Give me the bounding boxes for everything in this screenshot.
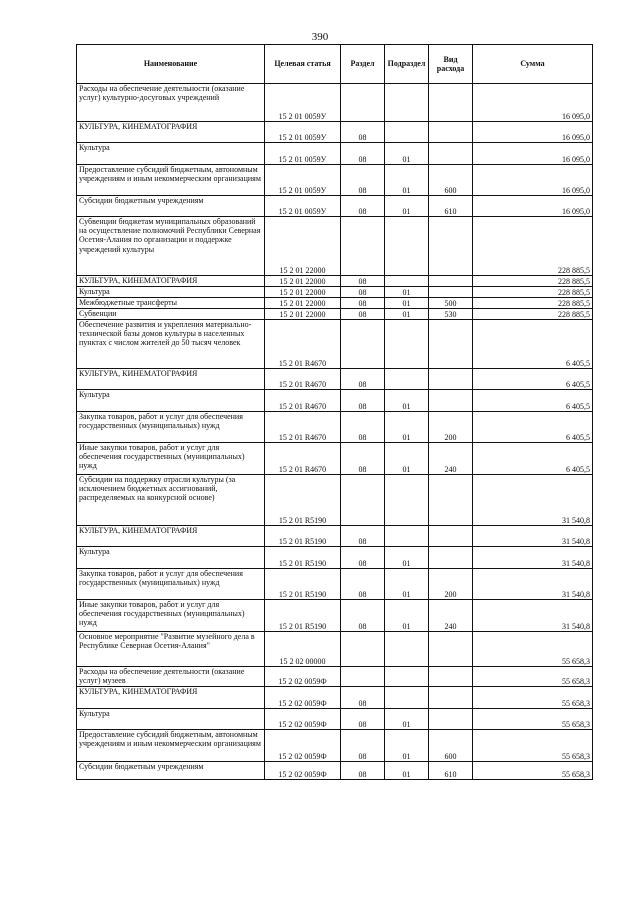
cell-sum: 6 405,5 [473,412,593,443]
table-row [77,443,593,475]
header-name: Наименование [77,45,265,84]
table-row [77,287,593,298]
cell-expense-type [429,287,473,298]
cell-section: 08 [341,143,385,165]
table-row [77,217,593,276]
cell-sum: 55 658,3 [473,730,593,762]
cell-target-article: 15 2 01 0059У [265,196,341,217]
cell-target-article: 15 2 01 R5190 [265,600,341,632]
cell-target-article: 15 2 02 0059Ф [265,667,341,687]
cell-name: КУЛЬТУРА, КИНЕМАТОГРАФИЯ [77,369,265,390]
cell-target-article: 15 2 01 R5190 [265,526,341,547]
cell-name: КУЛЬТУРА, КИНЕМАТОГРАФИЯ [77,526,265,547]
cell-name: Культура [77,547,265,569]
cell-section: 08 [341,298,385,309]
cell-subsection [385,217,429,276]
cell-sum: 31 540,8 [473,569,593,600]
cell-sum: 16 095,0 [473,143,593,165]
table-row [77,122,593,143]
cell-subsection [385,667,429,687]
cell-sum: 6 405,5 [473,390,593,412]
cell-expense-type [429,687,473,709]
cell-subsection: 01 [385,547,429,569]
table-row [77,143,593,165]
table-row [77,475,593,526]
cell-subsection [385,84,429,122]
table-row [77,84,593,122]
cell-name: Субсидии на поддержку отрасли культуры (за исключением бюджетных ассигнований, распределяемых на конкурсной основе) [77,475,265,526]
header-expense-type: Вид расхода [429,45,473,84]
table-row [77,320,593,369]
cell-subsection: 01 [385,443,429,475]
cell-expense-type [429,122,473,143]
cell-expense-type [429,217,473,276]
cell-section: 08 [341,526,385,547]
cell-expense-type [429,526,473,547]
cell-name: Культура [77,390,265,412]
cell-section [341,217,385,276]
table-row [77,526,593,547]
table-row [77,196,593,217]
cell-name: Закупка товаров, работ и услуг для обеспечения государственных (муниципальных) нужд [77,412,265,443]
cell-sum: 31 540,8 [473,547,593,569]
cell-section [341,632,385,667]
cell-sum: 16 095,0 [473,196,593,217]
cell-name: Иные закупки товаров, работ и услуг для обеспечения государственных (муниципальных) нужд [77,600,265,632]
cell-target-article: 15 2 02 0059Ф [265,762,341,780]
cell-sum: 31 540,8 [473,600,593,632]
cell-sum: 31 540,8 [473,475,593,526]
cell-name: Иные закупки товаров, работ и услуг для обеспечения государственных (муниципальных) нужд [77,443,265,475]
cell-expense-type [429,276,473,287]
page-number: 390 [311,31,329,43]
cell-sum: 55 658,3 [473,632,593,667]
cell-expense-type: 500 [429,298,473,309]
budget-table [76,44,593,780]
cell-subsection: 01 [385,298,429,309]
cell-target-article: 15 2 01 22000 [265,309,341,320]
cell-target-article: 15 2 02 0059Ф [265,730,341,762]
cell-expense-type [429,475,473,526]
cell-sum: 55 658,3 [473,667,593,687]
header-subsection: Подраздел [385,45,429,84]
cell-sum: 16 095,0 [473,84,593,122]
cell-expense-type [429,320,473,369]
cell-subsection: 01 [385,569,429,600]
cell-expense-type [429,632,473,667]
header-section: Раздел [341,45,385,84]
cell-target-article: 15 2 02 00000 [265,632,341,667]
cell-target-article: 15 2 02 0059Ф [265,687,341,709]
table-row [77,569,593,600]
table-header-row [77,45,593,84]
cell-expense-type: 610 [429,196,473,217]
cell-sum: 228 885,5 [473,298,593,309]
cell-section [341,84,385,122]
table-row [77,369,593,390]
cell-sum: 228 885,5 [473,309,593,320]
cell-section [341,667,385,687]
cell-expense-type [429,709,473,730]
table-row [77,309,593,320]
cell-sum: 16 095,0 [473,122,593,143]
cell-expense-type: 200 [429,569,473,600]
cell-subsection: 01 [385,600,429,632]
table-row [77,730,593,762]
cell-expense-type [429,369,473,390]
cell-target-article: 15 2 01 22000 [265,217,341,276]
cell-sum: 6 405,5 [473,369,593,390]
cell-subsection: 01 [385,287,429,298]
cell-target-article: 15 2 01 0059У [265,122,341,143]
cell-sum: 228 885,5 [473,287,593,298]
cell-section: 08 [341,730,385,762]
cell-target-article: 15 2 01 R4670 [265,390,341,412]
cell-expense-type [429,390,473,412]
cell-target-article: 15 2 01 R4670 [265,320,341,369]
cell-section: 08 [341,369,385,390]
cell-subsection [385,320,429,369]
cell-name: Предоставление субсидий бюджетным, автономным учреждениям и иным некоммерческим организациям [77,730,265,762]
cell-section [341,475,385,526]
cell-name: Культура [77,287,265,298]
cell-section: 08 [341,196,385,217]
table-row [77,547,593,569]
cell-expense-type [429,547,473,569]
cell-name: Расходы на обеспечение деятельности (оказание услуг) музеев [77,667,265,687]
cell-subsection [385,526,429,547]
cell-expense-type: 240 [429,443,473,475]
cell-section: 08 [341,276,385,287]
table-row [77,762,593,780]
cell-target-article: 15 2 01 0059У [265,84,341,122]
cell-section: 08 [341,687,385,709]
cell-sum: 228 885,5 [473,217,593,276]
table-row [77,276,593,287]
cell-target-article: 15 2 01 22000 [265,287,341,298]
cell-target-article: 15 2 01 22000 [265,276,341,287]
cell-section: 08 [341,122,385,143]
cell-name: Закупка товаров, работ и услуг для обеспечения государственных (муниципальных) нужд [77,569,265,600]
table-row [77,632,593,667]
cell-subsection [385,687,429,709]
cell-sum: 55 658,3 [473,709,593,730]
cell-subsection [385,369,429,390]
table-row [77,709,593,730]
table-row [77,687,593,709]
cell-subsection [385,122,429,143]
cell-name: Субвенции бюджетам муниципальных образований на осуществление полномочий Республики Северная Осетия-Алания по организации и поддержке учреждений культуры [77,217,265,276]
cell-name: Субсидии бюджетным учреждениям [77,196,265,217]
cell-subsection: 01 [385,390,429,412]
cell-expense-type [429,143,473,165]
cell-subsection: 01 [385,762,429,780]
cell-section: 08 [341,762,385,780]
cell-sum: 16 095,0 [473,165,593,196]
cell-section: 08 [341,412,385,443]
cell-subsection: 01 [385,309,429,320]
cell-target-article: 15 2 01 R4670 [265,443,341,475]
cell-subsection [385,276,429,287]
table-row [77,667,593,687]
cell-target-article: 15 2 01 0059У [265,165,341,196]
cell-sum: 6 405,5 [473,443,593,475]
cell-section: 08 [341,390,385,412]
cell-subsection: 01 [385,412,429,443]
cell-name: Культура [77,143,265,165]
cell-section: 08 [341,709,385,730]
cell-target-article: 15 2 01 R4670 [265,412,341,443]
cell-expense-type [429,667,473,687]
cell-target-article: 15 2 01 R5190 [265,475,341,526]
cell-target-article: 15 2 01 R4670 [265,369,341,390]
cell-name: Межбюджетные трансферты [77,298,265,309]
table-row [77,298,593,309]
cell-section: 08 [341,569,385,600]
cell-sum: 31 540,8 [473,526,593,547]
cell-subsection [385,475,429,526]
cell-subsection: 01 [385,165,429,196]
cell-expense-type: 610 [429,762,473,780]
table-body [77,84,593,780]
table-row [77,390,593,412]
cell-expense-type [429,84,473,122]
cell-subsection [385,632,429,667]
cell-name: КУЛЬТУРА, КИНЕМАТОГРАФИЯ [77,122,265,143]
cell-target-article: 15 2 01 0059У [265,143,341,165]
cell-subsection: 01 [385,143,429,165]
header-sum: Сумма [473,45,593,84]
cell-name: Субсидии бюджетным учреждениям [77,762,265,780]
cell-name: КУЛЬТУРА, КИНЕМАТОГРАФИЯ [77,276,265,287]
table-row [77,600,593,632]
cell-section: 08 [341,443,385,475]
cell-name: Субвенции [77,309,265,320]
cell-sum: 55 658,3 [473,687,593,709]
cell-name: Расходы на обеспечение деятельности (оказание услуг) культурно-досуговых учреждений [77,84,265,122]
cell-expense-type: 530 [429,309,473,320]
cell-target-article: 15 2 01 R5190 [265,569,341,600]
cell-name: Предоставление субсидий бюджетным, автономным учреждениям и иным некоммерческим организациям [77,165,265,196]
table-row [77,412,593,443]
header-target-article: Целевая статья [265,45,341,84]
cell-sum: 6 405,5 [473,320,593,369]
cell-section: 08 [341,287,385,298]
cell-expense-type: 600 [429,165,473,196]
cell-name: Основное мероприятие "Развитие музейного дела в Республике Северная Осетия-Алания" [77,632,265,667]
cell-expense-type: 200 [429,412,473,443]
cell-name: Культура [77,709,265,730]
cell-sum: 55 658,3 [473,762,593,780]
cell-section: 08 [341,165,385,196]
cell-target-article: 15 2 01 22000 [265,298,341,309]
cell-section [341,320,385,369]
cell-section: 08 [341,309,385,320]
cell-section: 08 [341,600,385,632]
cell-subsection: 01 [385,730,429,762]
cell-target-article: 15 2 01 R5190 [265,547,341,569]
cell-sum: 228 885,5 [473,276,593,287]
cell-subsection: 01 [385,709,429,730]
cell-expense-type: 240 [429,600,473,632]
cell-expense-type: 600 [429,730,473,762]
cell-target-article: 15 2 02 0059Ф [265,709,341,730]
cell-name: КУЛЬТУРА, КИНЕМАТОГРАФИЯ [77,687,265,709]
cell-subsection: 01 [385,196,429,217]
cell-section: 08 [341,547,385,569]
table-row [77,165,593,196]
cell-name: Обеспечение развития и укрепления материально-технической базы домов культуры в населенных пунктах с числом жителей до 50 тысяч человек [77,320,265,369]
